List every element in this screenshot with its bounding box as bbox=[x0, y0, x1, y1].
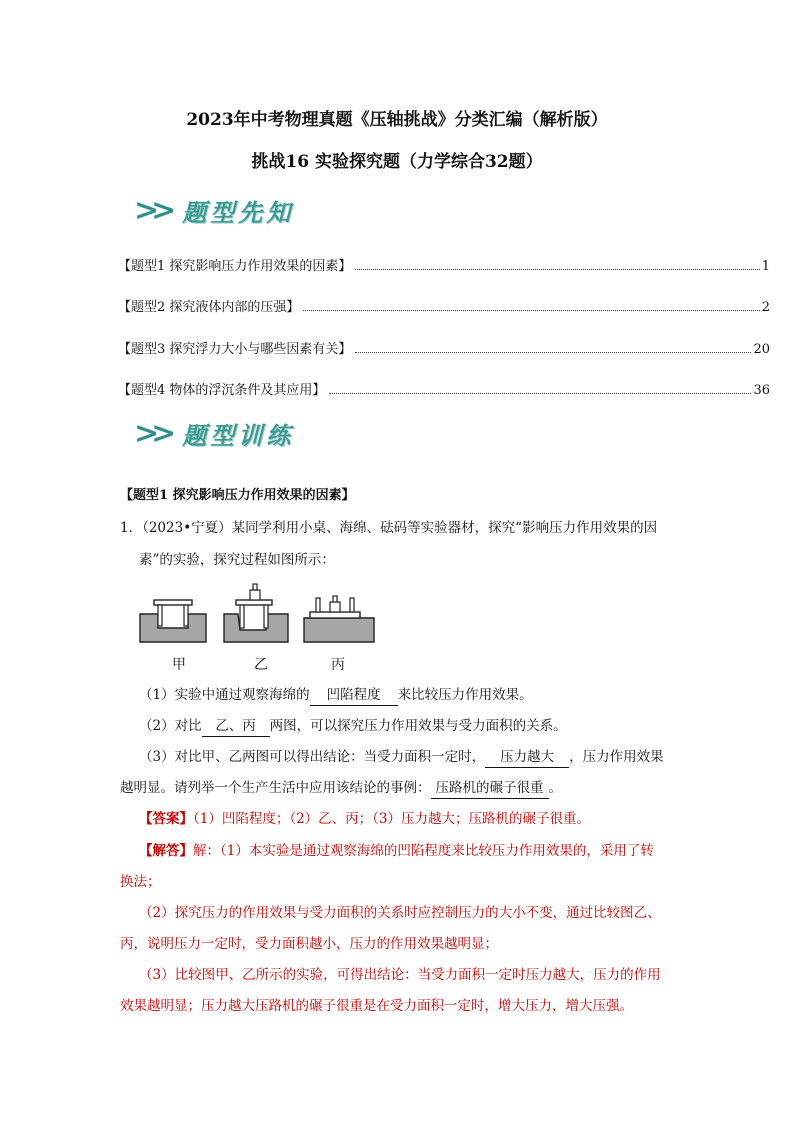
table-leg bbox=[264, 605, 268, 628]
question-stem-line1: 1．（2023•宁夏）某同学利用小桌、海绵、砝码等实验器材，探究“影响压力作用效果的因 bbox=[120, 520, 658, 536]
toc-page: 20 bbox=[753, 342, 770, 357]
experiment-figure bbox=[138, 578, 378, 648]
answer-blank: 乙、丙 bbox=[202, 716, 270, 737]
toc-leader bbox=[303, 310, 759, 311]
toc-label: 【题型2 探究液体内部的压强】 bbox=[118, 300, 300, 315]
question-part-3-line2: 越明显。请列举一个生产生活中应用该结论的事例： 压路机的碾子很重 。 bbox=[120, 778, 562, 799]
table-leg bbox=[158, 605, 162, 626]
toc-label: 【题型4 物体的浮沉条件及其应用】 bbox=[118, 383, 326, 398]
section-heading: 【题型1 探究影响压力作用效果的因素】 bbox=[120, 488, 355, 503]
table-leg bbox=[316, 598, 320, 612]
toc-leader bbox=[355, 352, 751, 353]
figure-jia bbox=[140, 600, 206, 642]
banner-question-training bbox=[134, 416, 294, 450]
toc-page: 2 bbox=[761, 300, 770, 315]
weight-icon bbox=[250, 590, 260, 600]
sponge-shape bbox=[304, 618, 374, 642]
table-leg bbox=[350, 598, 354, 612]
sponge-shape bbox=[140, 614, 206, 642]
table-leg bbox=[184, 605, 188, 626]
toc-label: 【题型1 探究影响压力作用效果的因素】 bbox=[118, 259, 352, 274]
figure-yi bbox=[224, 584, 288, 642]
toc-page: 36 bbox=[753, 383, 770, 398]
figure-bing bbox=[304, 596, 374, 642]
table-top bbox=[154, 600, 192, 605]
toc-item-1[interactable] bbox=[118, 254, 770, 274]
question-part-2: （2）对比 乙、丙 两图，可以探究压力作用效果与受力面积的关系。 bbox=[139, 716, 567, 737]
toc-item-4[interactable] bbox=[118, 378, 770, 398]
answer-tag: 【答案】 bbox=[139, 811, 193, 827]
double-chevron-icon: >> bbox=[134, 415, 169, 451]
toc-item-3[interactable] bbox=[118, 337, 770, 357]
table-leg bbox=[240, 605, 244, 628]
banner-question-types bbox=[134, 193, 294, 227]
answer-blank: 压路机的碾子很重 bbox=[431, 778, 549, 799]
table-top bbox=[310, 612, 360, 618]
sponge-shape bbox=[224, 614, 288, 642]
question-number: 1． bbox=[120, 520, 143, 536]
document-title: 2023年中考物理真题《压轴挑战》分类汇编（解析版） bbox=[186, 110, 608, 130]
toc-item-2[interactable] bbox=[118, 295, 770, 315]
question-stem-line2: 素”的实验，探究过程如图所示： bbox=[139, 552, 335, 568]
toc-label: 【题型3 探究浮力大小与哪些因素有关】 bbox=[118, 342, 352, 357]
toc-page: 1 bbox=[761, 259, 770, 274]
analysis-line1: 【解答】解：（1）本实验是通过观察海绵的凹陷程度来比较压力作用效果的，采用了转 bbox=[139, 843, 654, 859]
figure-caption-yi: 乙 bbox=[254, 657, 268, 673]
banner-text: 题型先知 bbox=[182, 197, 295, 227]
analysis-tag: 【解答】 bbox=[139, 843, 193, 859]
banner-text: 题型训练 bbox=[182, 420, 295, 450]
table-top bbox=[236, 600, 272, 605]
question-part-3: （3）对比甲、乙两图可以得出结论：当受力面积一定时， 压力越大 ，压力作用效果 bbox=[139, 747, 664, 768]
figure-caption-bing: 丙 bbox=[331, 657, 345, 673]
toc-leader bbox=[355, 269, 759, 270]
question-part-1: （1）实验中通过观察海绵的 凹陷程度 来比较压力作用效果。 bbox=[139, 685, 533, 706]
document-subtitle: 挑战16 实验探究题（力学综合32题） bbox=[251, 152, 543, 172]
analysis-line3: （2）探究压力的作用效果与受力面积的关系时应控制压力的大小不变，通过比较图乙、 bbox=[139, 905, 661, 921]
double-chevron-icon: >> bbox=[134, 192, 169, 228]
answer-line: 【答案】（1）凹陷程度；（2）乙、丙；（3）压力越大；压路机的碾子很重。 bbox=[139, 811, 591, 827]
toc-leader bbox=[329, 393, 751, 394]
analysis-line5: （3）比较图甲、乙所示的实验，可得出结论：当受力面积一定时压力越大，压力的作用 bbox=[139, 967, 661, 983]
analysis-line6: 效果越明显；压力越大压路机的碾子很重是在受力面积一定时，增大压力，增大压强。 bbox=[120, 998, 633, 1014]
answer-blank: 压力越大 bbox=[485, 747, 569, 768]
analysis-line2: 换法； bbox=[120, 874, 161, 890]
figure-caption-jia: 甲 bbox=[172, 657, 186, 673]
analysis-line4: 丙，说明压力一定时，受力面积越小，压力的作用效果越明显； bbox=[120, 936, 498, 952]
answer-blank: 凹陷程度 bbox=[310, 685, 398, 706]
weight-icon bbox=[330, 602, 340, 612]
